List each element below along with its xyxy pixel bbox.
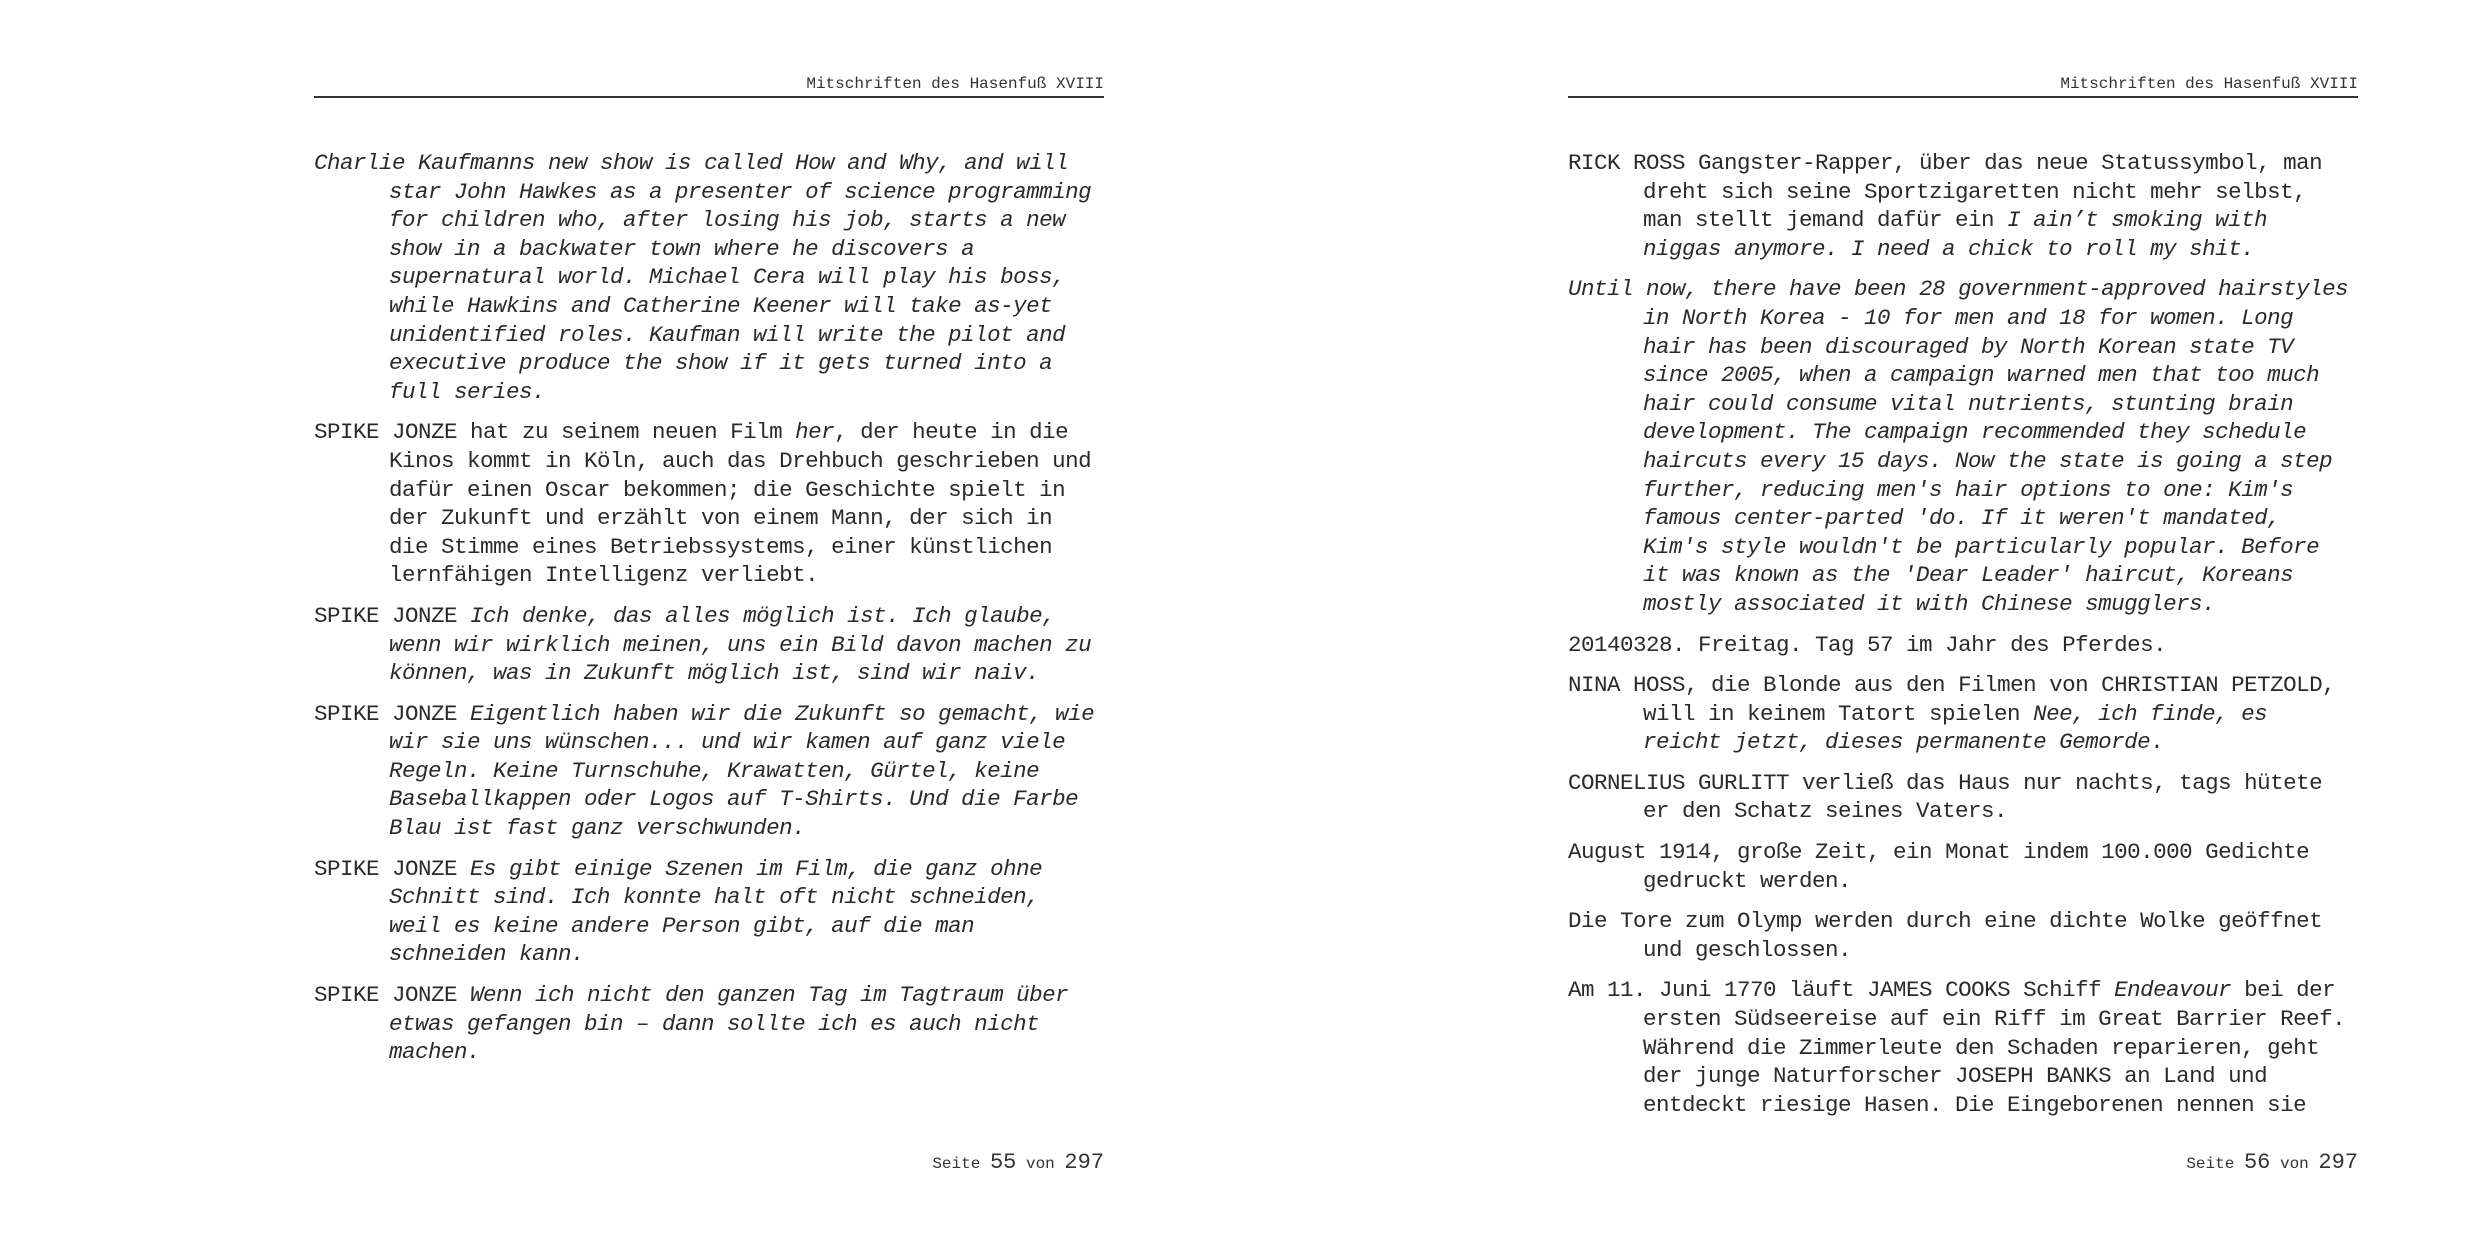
- entry-paragraph: [314, 149, 1104, 406]
- entry-paragraph: [1568, 976, 2358, 1119]
- footer-separator: von: [2279, 1155, 2309, 1173]
- entry-text: 20140328. Freitag. Tag 57 im Jahr des Pferdes.: [1568, 631, 2167, 658]
- entry-text: SPIKE JONZE: [314, 700, 471, 727]
- entry-text: SPIKE JONZE: [314, 855, 471, 882]
- footer-separator: von: [1025, 1155, 1055, 1173]
- entry-paragraph: [1568, 275, 2358, 618]
- entry-text: RICK ROSS Gangster-Rapper, über das neue Statussymbol, man dreht sich seine Sportzigaretten nicht mehr selbst, man stellt jemand dafür ein: [1568, 150, 2323, 234]
- entry-paragraph: [1568, 631, 2358, 660]
- quote-text: Es gibt einige Szenen im Film, die ganz ohne Schnitt sind. Ich konnte halt oft nicht schneiden, weil es keine andere Person gibt, auf die man schneiden kann.: [389, 855, 1043, 968]
- quote-text: Wenn ich nicht den ganzen Tag im Tagtraum über etwas gefangen bin – dann sollte ich es auch nicht machen.: [389, 982, 1069, 1066]
- entry-text: .: [2150, 729, 2164, 756]
- page-number: 55: [989, 1150, 1017, 1175]
- page-footer: [314, 1150, 1104, 1175]
- page-total: 297: [1064, 1150, 1104, 1175]
- entry-list: [314, 149, 1104, 1079]
- entry-text: CORNELIUS GURLITT verließ das Haus nur nachts, tags hütete er den Schatz seines Vaters.: [1568, 769, 2323, 825]
- running-header: Mitschriften des Hasenfuß XVIII: [314, 74, 1104, 98]
- quote-text: Nee, ich finde, es reicht jetzt, dieses permanente Gemorde: [1643, 700, 2268, 756]
- footer-label: Seite: [932, 1155, 981, 1173]
- entry-paragraph: [314, 418, 1104, 590]
- entry-paragraph: [1568, 769, 2358, 826]
- entry-paragraph: [1568, 838, 2358, 895]
- page-footer: [1568, 1150, 2358, 1175]
- quote-text: Endeavour: [2114, 977, 2232, 1004]
- entry-text: Am 11. Juni 1770 läuft JAMES COOKS Schiff: [1568, 977, 2115, 1004]
- left-page: [314, 0, 1104, 1240]
- entry-paragraph: [314, 981, 1104, 1067]
- entry-text: bei der ersten Südseereise auf ein Riff im Great Barrier Reef. Während die Zimmerleute den Schaden reparieren, geht der junge Naturforscher JOSEPH BANKS an Land und entdeckt riesige Hasen. Die Eingeborenen nennen sie: [1643, 977, 2346, 1118]
- entry-paragraph: [314, 700, 1104, 843]
- entry-text: Die Tore zum Olymp werden durch eine dichte Wolke geöffnet und geschlossen.: [1568, 908, 2323, 963]
- quote-text: I ain’t smoking with niggas anymore. I need a chick to roll my shit.: [1643, 207, 2268, 262]
- entry-paragraph: [314, 855, 1104, 969]
- page-number: 56: [2243, 1150, 2271, 1175]
- quote-text: Eigentlich haben wir die Zukunft so gemacht, wie wir sie uns wünschen... und wir kamen auf ganz viele Regeln. Keine Turnschuhe, Krawatten, Gürtel, keine Baseballkappen oder Logos auf T-Shirts. Und die Farbe Blau ist fast ganz verschwunden.: [389, 700, 1095, 842]
- entry-paragraph: [1568, 149, 2358, 263]
- page-total: 297: [2318, 1150, 2358, 1175]
- entry-text: SPIKE JONZE hat zu seinem neuen Film: [314, 419, 796, 446]
- entry-paragraph: [1568, 671, 2358, 757]
- quote-text: Until now, there have been 28 government-approved hairstyles in North Korea - 10 for men and 18 for women. Long hair has been discouraged by North Korean state TV since 2005, when a campaign warned men that too much hair could consume vital nutrients, stunting brain development. The campaign recommended they schedule haircuts every 15 days. Now the state is going a step further, reducing men's hair options to one: Kim's famous center-parted 'do. If it weren't mandated, Kim's style wouldn't be particularly popular. Before it was known as the 'Dear Leader' haircut, Koreans mostly associated it with Chinese smugglers.: [1568, 276, 2349, 617]
- entry-text: August 1914, große Zeit, ein Monat indem 100.000 Gedichte gedruckt werden.: [1568, 839, 2310, 894]
- entry-text: SPIKE JONZE: [314, 602, 471, 629]
- quote-text: Charlie Kaufmanns new show is called How and Why, and will star John Hawkes as a presenter of science programming for children who, after losing his job, starts a new show in a backwater town where he discovers a supernatural world. Michael Cera will play his boss, while Hawkins and Catherine Keener will take as-yet unidentified roles. Kaufman will write the pilot and executive produce the show if it gets turned into a full series.: [314, 150, 1092, 405]
- right-page: [1568, 0, 2358, 1240]
- entry-paragraph: [314, 602, 1104, 688]
- quote-text: Ich denke, das alles möglich ist. Ich glaube, wenn wir wirklich meinen, uns ein Bild davon machen zu können, was in Zukunft möglich ist, sind wir naiv.: [389, 602, 1092, 687]
- running-header: Mitschriften des Hasenfuß XVIII: [1568, 74, 2358, 98]
- entry-paragraph: [1568, 907, 2358, 964]
- entry-text: NINA HOSS, die Blonde aus den Filmen von CHRISTIAN PETZOLD, will in keinem Tatort spielen: [1568, 672, 2336, 727]
- quote-text: her: [795, 419, 835, 446]
- entry-text: , der heute in die Kinos kommt in Köln, auch das Drehbuch geschrieben und dafür einen Oscar bekommen; die Geschichte spielt in der Zukunft und erzählt von einem Mann, der sich in die Stimme eines Betriebssystems, einer künstlichen lernfähigen Intelligenz verliebt.: [389, 419, 1092, 589]
- entry-text: SPIKE JONZE: [314, 982, 471, 1009]
- entry-list: [1568, 149, 2358, 1131]
- footer-label: Seite: [2186, 1155, 2235, 1173]
